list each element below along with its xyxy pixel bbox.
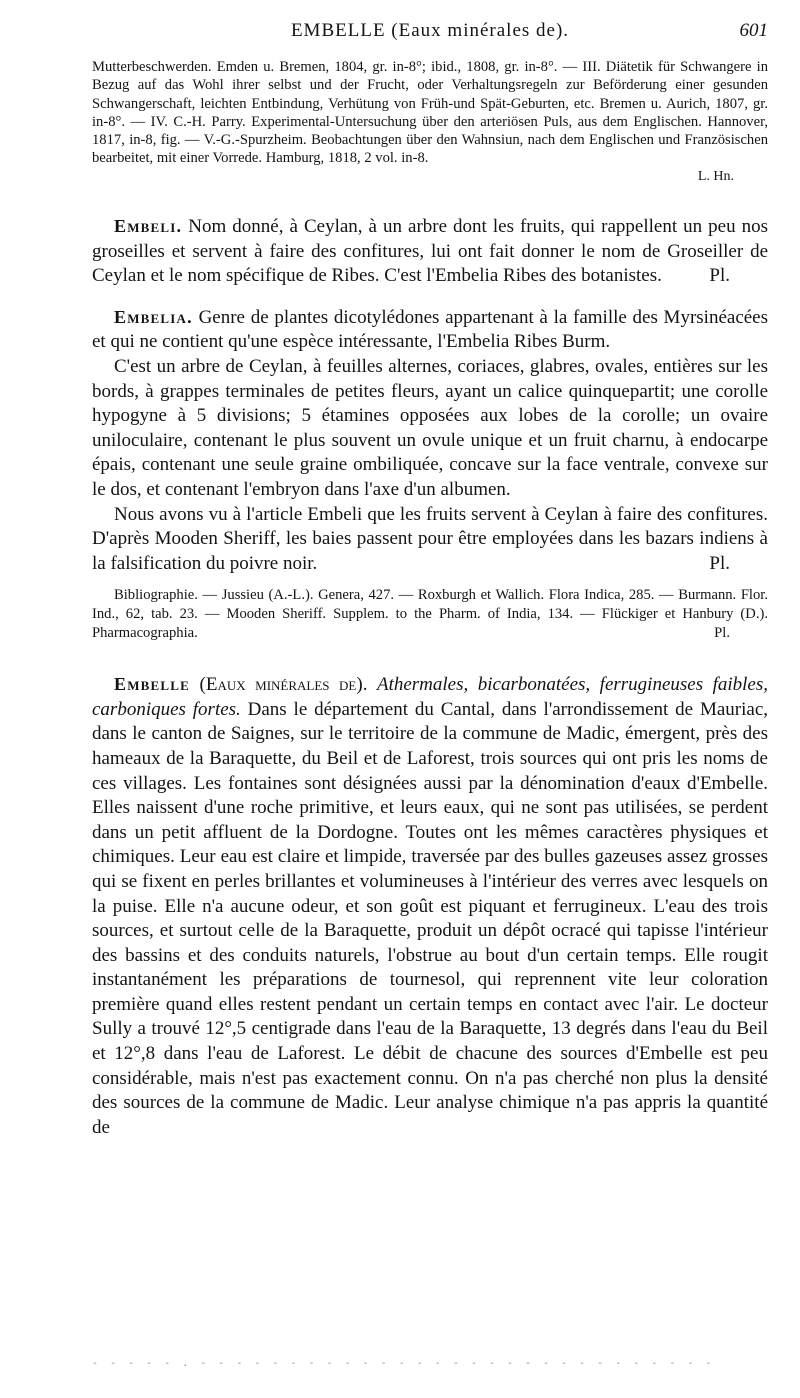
embelle-text: Dans le département du Cantal, dans l'arrondissement de Mauriac, dans le canton de Saignes, sur le territoire de la commune de Madic, émergent, près des hameaux de la Baraquette, du Beil et de Laforest, trois sources qui ont pris les noms de ces villages. Les fontaines sont désignées aussi par la dénomination d'eaux d'Embelle. Elles naissent d'une roche primitive, et leurs eaux, qui ne sont pas utilisées, se perdent dans un petit affluent de la Dordogne. Toutes ont les mêmes caractères physiques et chimiques. Leur eau est claire et limpide, traversée par des bulles gazeuses assez grosses qui se fixent en perles brillantes et volumineuses à l'intérieur des verres avec lesquels on la puise. Elle n'a aucune odeur, et son goût est piquant et ferrugineux. L'eau des trois sources, et surtout celle de la Baraquette, produit un dépôt ocracé qui tapisse l'intérieur des bassins et des conduits naturels, l'obstrue au bout d'un certain temps. Elle rougit instantanément les préparations de tournesol, qui reprennent vite leur coloration première quand elles restent pendant un certain temps en contact avec l'air. Le docteur Sully a trouvé 12°,5 centigrade dans l'eau de la Baraquette, 13 degrés dans l'eau du Beil et 12°,8 dans l'eau de Laforest. Le débit de chacune des sources d'Embelle est peu considérable, mais n'est pas exactement connu. On n'a pas cherché non plus la densité des sources de la commune de Madic. Leur analyse chimique n'a pas appris la quantité de (92, 698, 768, 1138)
embelia-bibliography (92, 586, 768, 642)
running-title: EMBELLE (Eaux minérales de). (290, 20, 570, 41)
page-number: 601 (739, 20, 768, 41)
embeli-text: Nom donné, à Ceylan, à un arbre dont les fruits, qui rappellent un peu nos groseilles et servent à faire des confitures, lui ont fait donner le nom de Groseiller de Ceylan et le nom spécifique de Ribes. C'est l'Embelia Ribes des botanistes. (92, 216, 769, 287)
embeli-signature: Pl. (709, 265, 730, 287)
embelle-classification: Athermales, bicarbonatées, ferrugineuses faibles, carboniques fortes. (92, 674, 769, 720)
embelia-bibliography-text: Bibliographie. — Jussieu (A.-L.). Genera, 427. — Roxburgh et Wallich. Flora Indica, 285. — Burmann. Flor. Ind., 62, tab. 23. — Mooden Sheriff. Supplem. to the Pharm. of India, 134. — Flückiger et Hanbury (D.). Pharmacographia. (92, 587, 768, 641)
document-page (92, 18, 768, 1140)
embelia-signature: Pl. (709, 552, 730, 574)
headword-embelia: Embelia. (114, 306, 193, 327)
top-bibliography (92, 58, 768, 186)
headword-embeli: Embeli. (114, 216, 183, 237)
embelia-para3: Nous avons vu à l'article Embeli que les fruits servent à Ceylan à faire des confitures. D'après Mooden Sheriff, les baies passent pour être employées dans les bazars indiens à la falsification du poivre noir. (92, 503, 768, 574)
entry-embelia (92, 305, 768, 577)
top-bibliography-signature: L. Hn. (697, 168, 734, 184)
embelia-bibliography-signature: Pl. (714, 624, 730, 641)
entry-embelle (92, 672, 768, 1140)
entry-embeli (92, 214, 768, 289)
embelia-para2: C'est un arbre de Ceylan, à feuilles alternes, coriaces, glabres, ovales, entières sur les bords, à grappes terminales de petites fleurs, ayant un calice quinquepartit; une corolle hypogyne à 5 divisions; 5 étamines opposées aux lobes de la corolle; un ovaire uniloculaire, contenant le plus souvent un ovule unique et un fruit charnu, à endocarpe épais, contenant une seule graine ombiliquée, concave sur la face ventrale, convexe sur le dos, et contenant l'embryon dans l'axe d'un albumen. (92, 356, 768, 501)
embelle-subhead: (Eaux minérales de). (199, 674, 368, 696)
page-header (92, 18, 768, 48)
headword-embelle: Embelle (114, 674, 191, 695)
bottom-scan-marks: - - - - - . - - - - - - - - - - - - - - - - - - - - - - - - - - - - - (92, 1358, 715, 1368)
embelia-para1: Genre de plantes dicotylédones appartenant à la famille des Myrsinéacées et qui ne contient qu'une espèce intéressante, l'Embelia Ribes Burm. (92, 306, 769, 353)
top-bibliography-text: Mutterbeschwerden. Emden u. Bremen, 1804, gr. in-8°; ibid., 1808, gr. in-8°. — III. Diätetik für Schwangere in Bezug auf das Wohl ihrer selbst und der Frucht, oder Verhaltungsregeln zur Beförderung einer gesunden Schwangerschaft, leichten Entbindung, Verhütung von Früh-und Spät-Geburten, etc. Bremen u. Aurich, 1807, gr. in-8°. — IV. C.-H. Parry. Experimental-Untersuchung über den arteriösen Puls, aus dem Englischen. Hannover, 1817, in-8, fig. — V.-G.-Spurzheim. Beobachtungen über den Wahnsiun, nach dem Englischen und Französischen bearbeitet, mit einer Vorrede. Hamburg, 1818, 2 vol. in-8. (92, 59, 768, 167)
